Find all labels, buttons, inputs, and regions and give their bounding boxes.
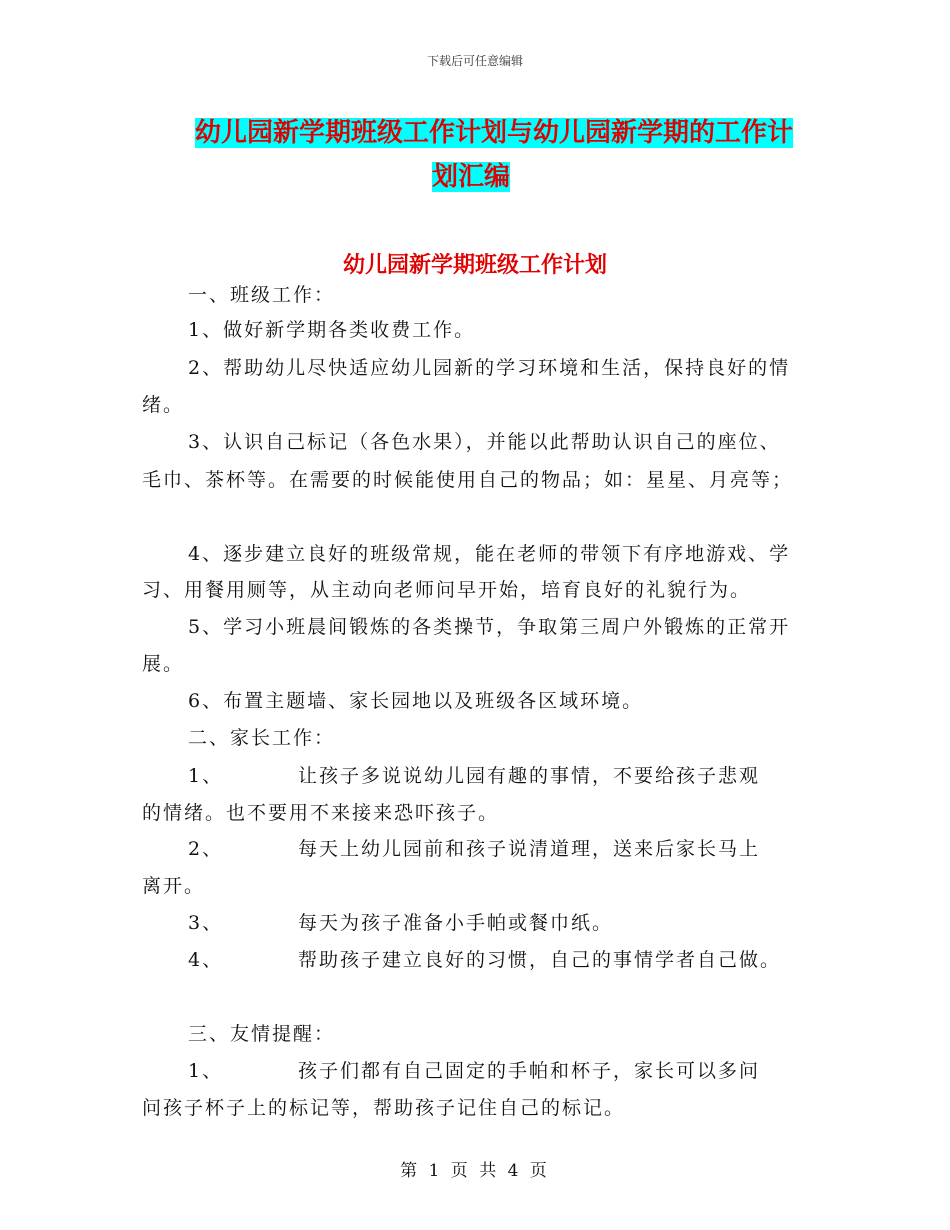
paragraph-line: 展。 bbox=[142, 653, 185, 675]
list-item bbox=[188, 1056, 760, 1083]
list-item-text: 让孩子多说说幼儿园有趣的事情，不要给孩子悲观 bbox=[298, 765, 761, 787]
main-title-line-2 bbox=[432, 156, 522, 193]
main-title-highlight-2: 划汇编 bbox=[432, 162, 511, 192]
list-item-text: 每天上幼儿园前和孩子说清道理，送来后家长马上 bbox=[298, 838, 761, 860]
list-item-text: 每天为孩子准备小手帕或餐巾纸。 bbox=[298, 912, 614, 934]
list-item-number: 1、 bbox=[188, 1060, 224, 1082]
list-item bbox=[188, 908, 613, 935]
paragraph-line: 4、逐步建立良好的班级常规，能在老师的带领下有序地游戏、学 bbox=[188, 543, 791, 565]
paragraph-line: 习、用餐用厕等，从主动向老师问早开始，培育良好的礼貌行为。 bbox=[142, 579, 752, 601]
paragraph-line: 的情绪。也不要用不来接来恐吓孩子。 bbox=[142, 802, 500, 824]
paragraph-line: 2、帮助幼儿尽快适应幼儿园新的学习环境和生活，保持良好的情 bbox=[188, 357, 791, 379]
page-footer: 第 1 页 共 4 页 bbox=[400, 1161, 550, 1181]
paragraph-line: 毛巾、茶杯等。在需要的时候能使用自己的物品；如：星星、月亮等； bbox=[142, 469, 794, 491]
header-note: 下载后可任意编辑 bbox=[426, 54, 523, 68]
list-item bbox=[188, 945, 781, 972]
paragraph-line: 问孩子杯子上的标记等，帮助孩子记住自己的标记。 bbox=[142, 1097, 626, 1119]
section-subtitle: 幼儿园新学期班级工作计划 bbox=[342, 252, 607, 278]
paragraph-line: 5、学习小班晨间锻炼的各类操节，争取第三周户外锻炼的正常开 bbox=[188, 616, 791, 638]
paragraph-line: 1、做好新学期各类收费工作。 bbox=[188, 319, 476, 341]
main-title-line-1 bbox=[195, 112, 805, 149]
list-item-number: 2、 bbox=[188, 838, 224, 860]
list-item bbox=[188, 761, 760, 788]
paragraph-line: 3、认识自己标记（各色水果），并能以此帮助认识自己的座位、 bbox=[188, 431, 781, 453]
section-2-heading: 二、家长工作： bbox=[188, 727, 336, 749]
list-item bbox=[188, 834, 760, 861]
paragraph-line: 6、布置主题墙、家长园地以及班级各区域环境。 bbox=[188, 690, 644, 712]
list-item-number: 3、 bbox=[188, 912, 224, 934]
list-item-number: 1、 bbox=[188, 765, 224, 787]
list-item-text: 孩子们都有自己固定的手帕和杯子，家长可以多问 bbox=[298, 1060, 761, 1082]
section-3-heading: 三、友情提醒： bbox=[188, 1023, 336, 1045]
section-1-heading: 一、班级工作： bbox=[188, 284, 336, 306]
paragraph-line: 离开。 bbox=[142, 875, 206, 897]
main-title-highlight-1: 幼儿园新学期班级工作计划与幼儿园新学期的工作计 bbox=[195, 118, 794, 148]
list-item-number: 4、 bbox=[188, 949, 224, 971]
paragraph-line: 绪。 bbox=[142, 394, 185, 416]
list-item-text: 帮助孩子建立良好的习惯，自己的事情学者自己做。 bbox=[298, 949, 782, 971]
